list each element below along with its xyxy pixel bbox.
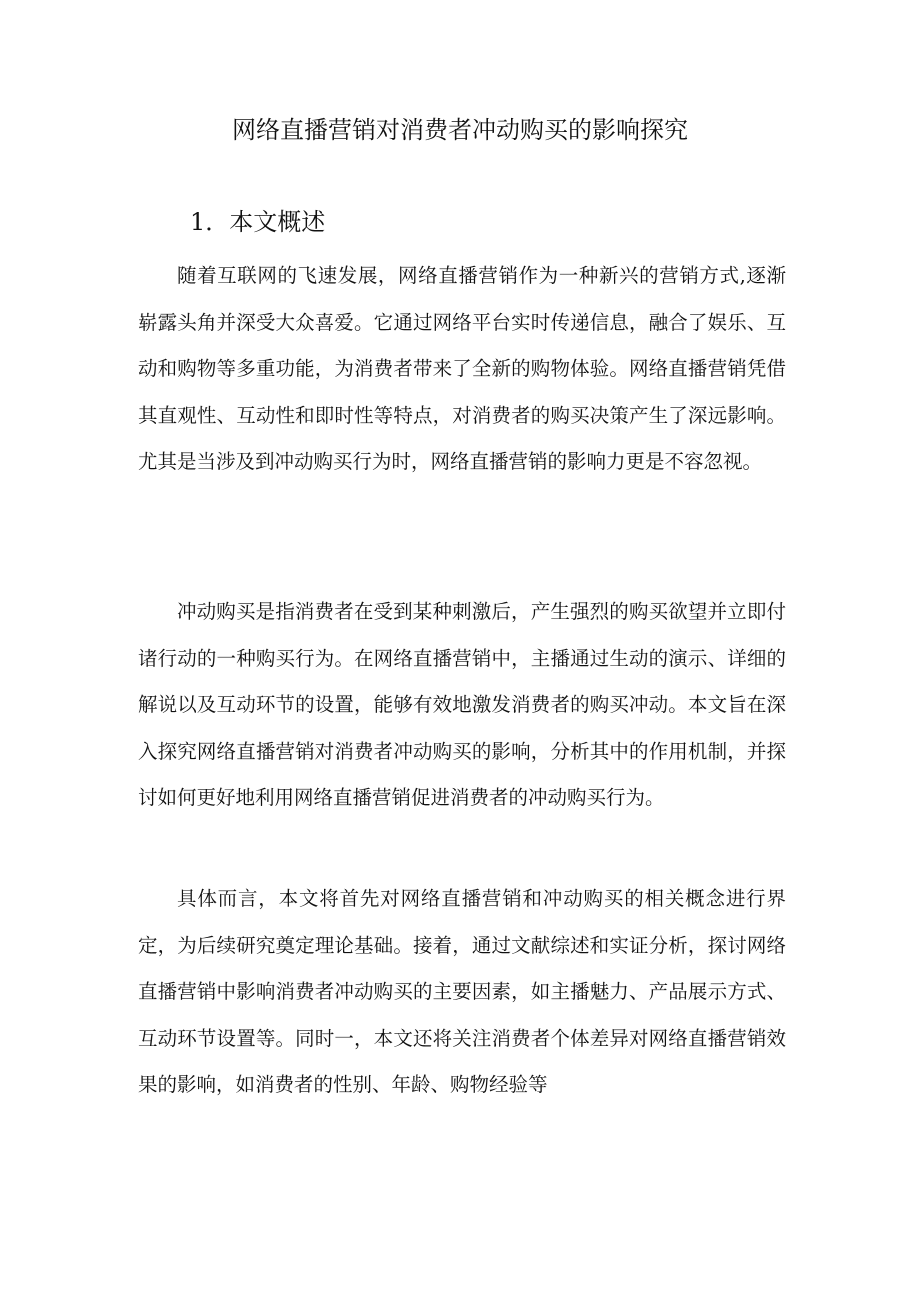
document-title: 网络直播营销对消费者冲动购买的影响探究: [232, 116, 688, 144]
section-heading: 1．本文概述: [190, 208, 326, 236]
body-paragraph: 冲动购买是指消费者在受到某种刺激后，产生强烈的购买欲望并立即付诸行动的一种购买行为。在网络直播营销中，主播通过生动的演示、详细的解说以及互动环节的设置，能够有效地激发消费者的购买冲动。本文旨在深入探究网络直播营销对消费者冲动购买的影响，分析其中的作用机制，并探讨如何更好地利用网络直播营销促进消费者的冲动购买行为。: [138, 600, 786, 809]
body-paragraph: 具体而言，本文将首先对网络直播营销和冲动购买的相关概念进行界定，为后续研究奠定理论基础。接着，通过文献综述和实证分析，探讨网络直播营销中影响消费者冲动购买的主要因素，如主播魅力、产品展示方式、互动环节设置等。同时一，本文还将关注消费者个体差异对网络直播营销效果的影响，如消费者的性别、年龄、购物经验等: [138, 887, 786, 1096]
body-paragraph: 随着互联网的飞速发展，网络直播营销作为一种新兴的营销方式,逐渐崭露头角并深受大众喜爱。它通过网络平台实时传递信息，融合了娱乐、互动和购物等多重功能，为消费者带来了全新的购物体验。网络直播营销凭借其直观性、互动性和即时性等特点，对消费者的购买决策产生了深远影响。尤其是当涉及到冲动购买行为时，网络直播营销的影响力更是不容忽视。: [138, 264, 786, 473]
